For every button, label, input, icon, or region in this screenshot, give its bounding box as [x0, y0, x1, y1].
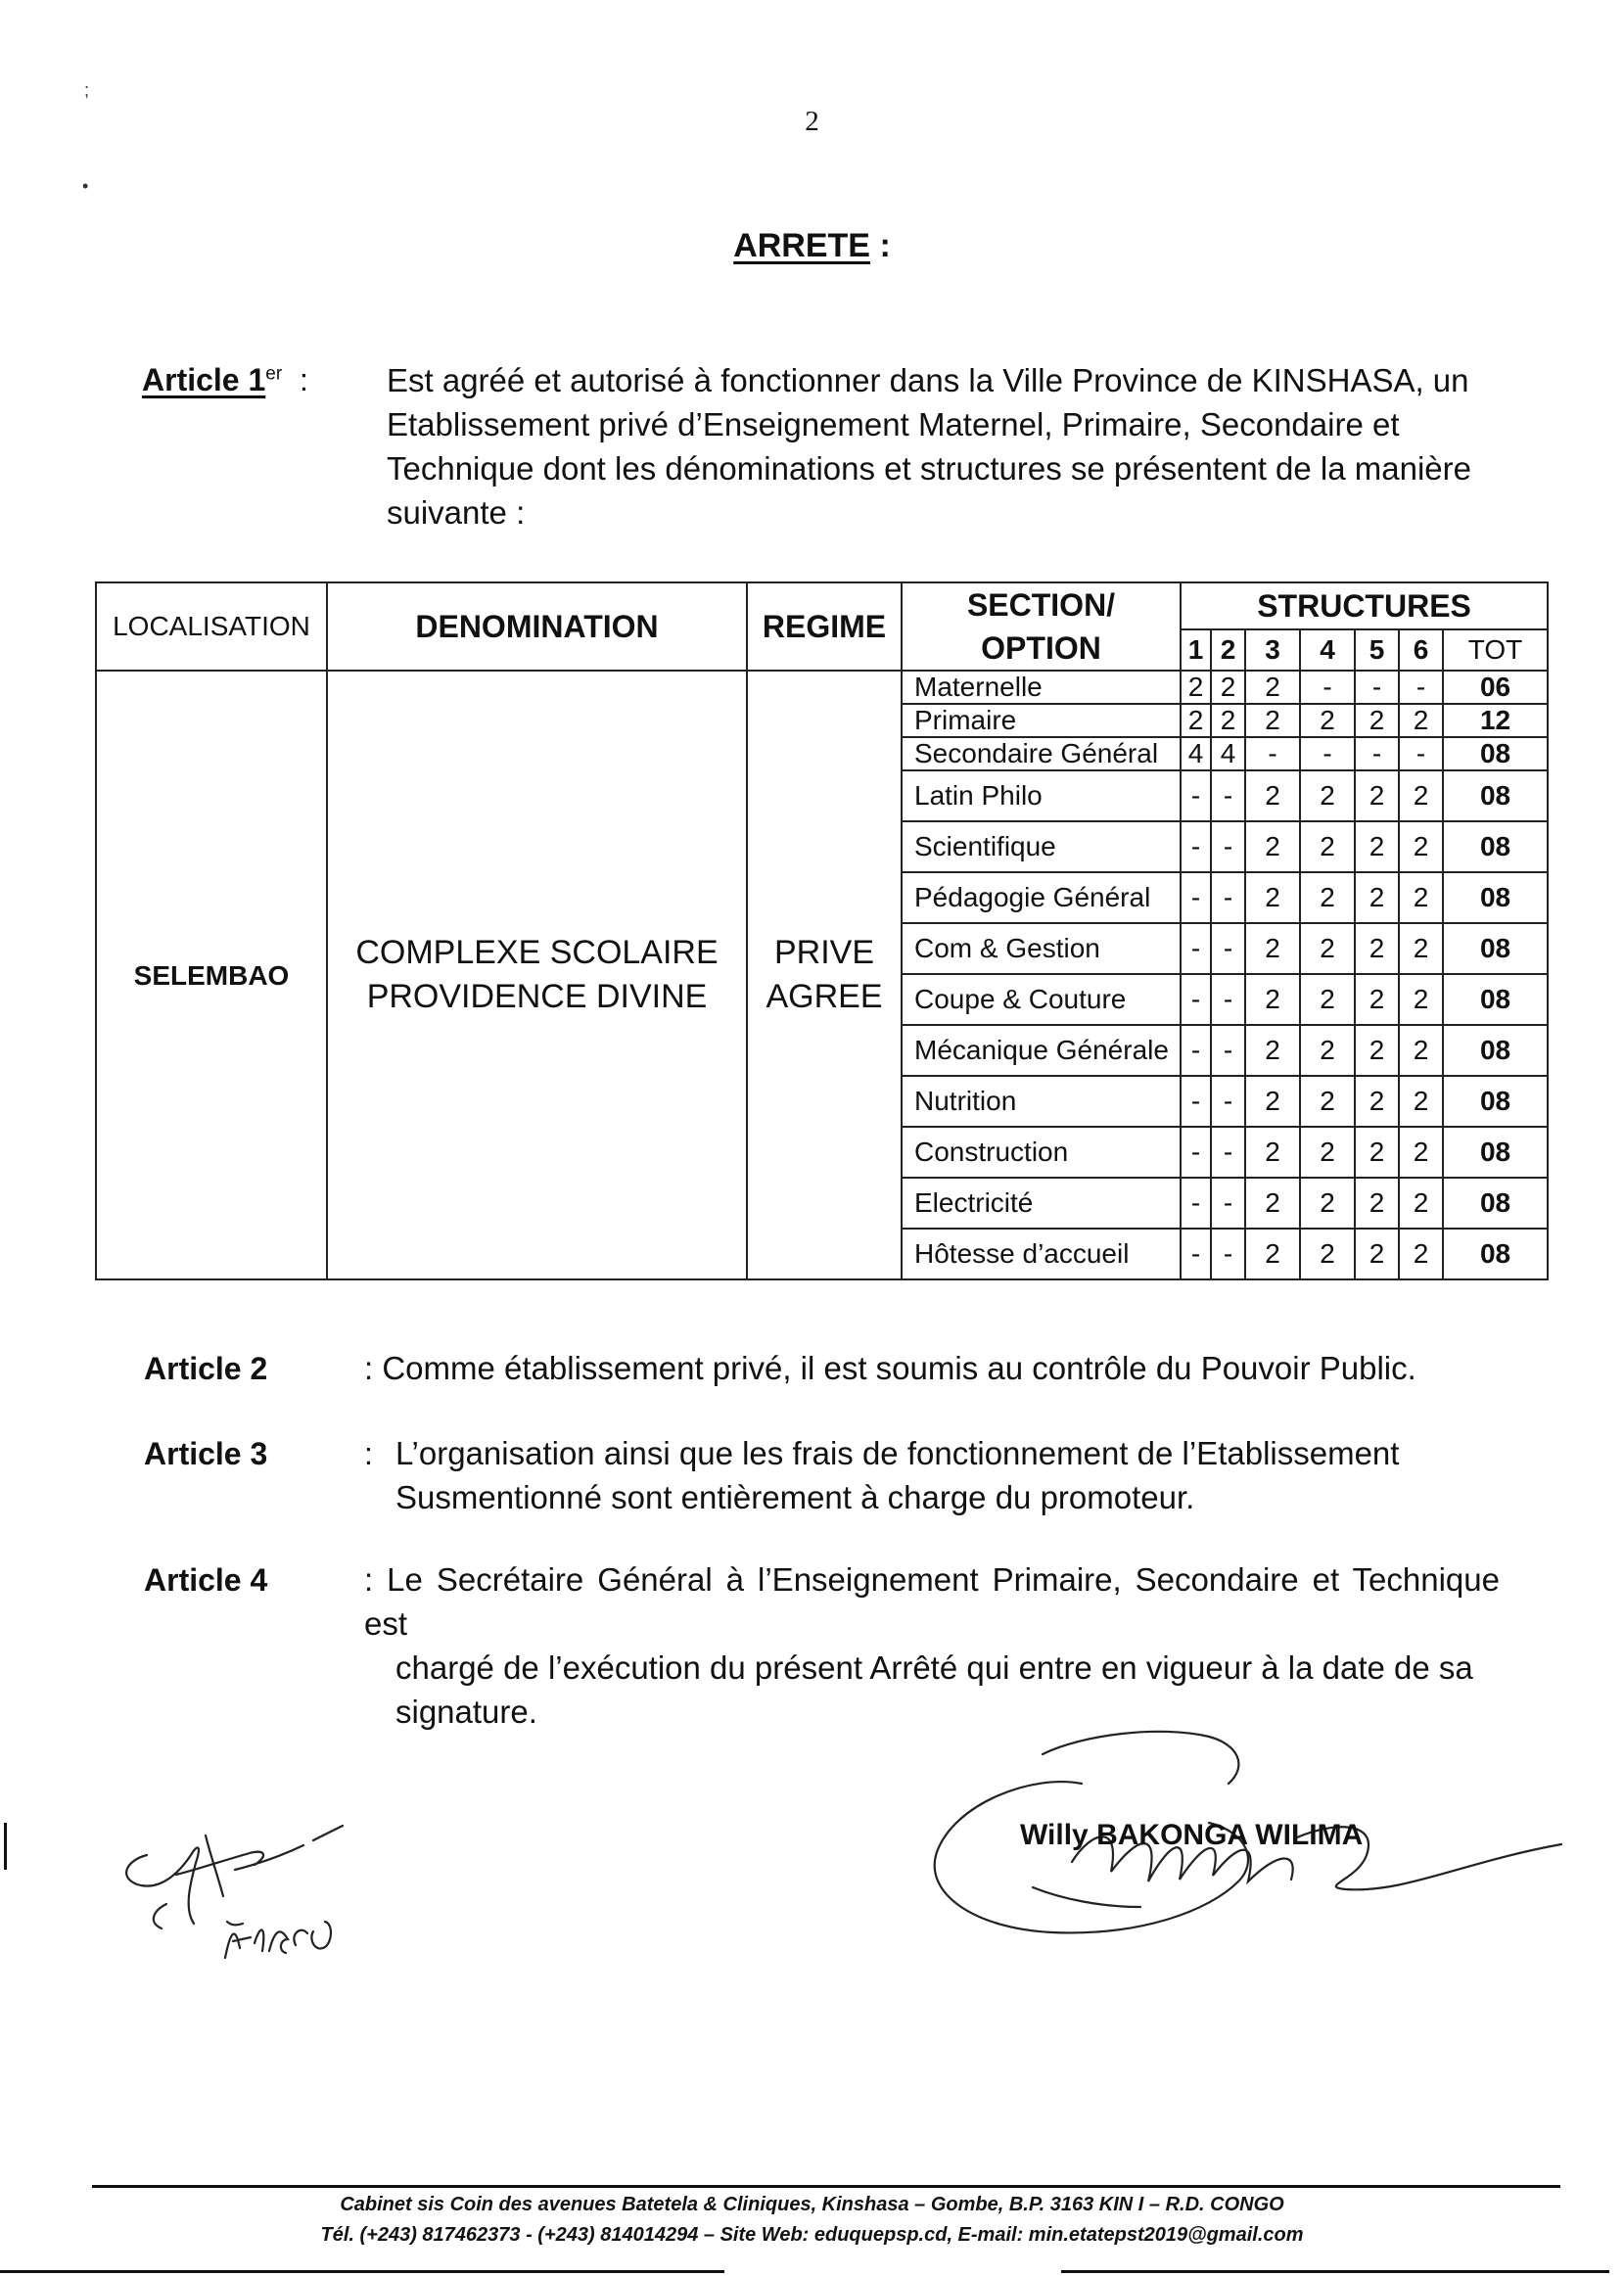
cell-option: Pédagogie Général — [902, 872, 1181, 923]
cell-year-value: - — [1181, 1229, 1211, 1279]
cell-year-value: - — [1181, 872, 1211, 923]
cell-year-value: - — [1181, 770, 1211, 821]
cell-year-value: 2 — [1355, 923, 1399, 974]
cell-denomination: COMPLEXE SCOLAIRE PROVIDENCE DIVINE — [327, 671, 747, 1279]
cell-total: 08 — [1443, 821, 1548, 872]
cell-year-value: 2 — [1245, 1178, 1300, 1229]
footer-rule — [92, 2185, 1560, 2188]
cell-year-value: 2 — [1399, 1229, 1443, 1279]
header-year: 3 — [1245, 629, 1300, 671]
cell-year-value: - — [1211, 1025, 1245, 1076]
article-3-label: Article 3 — [144, 1436, 268, 1471]
cell-year-value: - — [1399, 671, 1443, 704]
cell-regime: PRIVE AGREE — [747, 671, 902, 1279]
article-4-line: : Le Secrétaire Général à l’Enseignement Primaire, Secondaire et Technique est — [364, 1561, 1500, 1642]
cell-year-value: 2 — [1300, 872, 1355, 923]
cell-year-value: - — [1300, 671, 1355, 704]
article-1-body — [387, 358, 1495, 534]
footer-contact: Tél. (+243) 817462373 - (+243) 814014294 – Site Web: eduquepsp.cd, E-mail: min.etatepst2019@gmail.com — [320, 2224, 1304, 2246]
header-denomination: DENOMINATION — [327, 582, 747, 671]
header-structures: STRUCTURES — [1181, 582, 1548, 629]
cell-year-value: 2 — [1355, 1025, 1399, 1076]
article-4-line: chargé de l’exécution du présent Arrêté qui entre en vigueur à la date de sa — [395, 1649, 1473, 1686]
cell-year-value: 2 — [1300, 1178, 1355, 1229]
header-regime: REGIME — [747, 582, 902, 671]
header-section-option — [902, 582, 1181, 671]
article-4-body — [364, 1557, 1500, 1734]
cell-year-value: 2 — [1399, 1178, 1443, 1229]
signatory-name: Willy BAKONGA WILIMA — [1020, 1819, 1364, 1851]
article-3-line: L’organisation ainsi que les frais de fonctionnement de l’Etablissement — [395, 1435, 1400, 1471]
cell-year-value: 2 — [1181, 704, 1211, 737]
cell-year-value: 2 — [1399, 1025, 1443, 1076]
article-3-colon: : — [364, 1436, 373, 1471]
cell-year-value: - — [1355, 671, 1399, 704]
heading-text: ARRETE — [733, 227, 870, 264]
cell-year-value: 2 — [1399, 770, 1443, 821]
article-4-label: Article 4 — [144, 1562, 268, 1598]
cell-year-value: 2 — [1245, 872, 1300, 923]
cell-year-value: 2 — [1399, 1076, 1443, 1127]
cell-year-value: - — [1245, 737, 1300, 770]
cell-total: 08 — [1443, 872, 1548, 923]
cell-total: 08 — [1443, 770, 1548, 821]
cell-year-value: 2 — [1181, 671, 1211, 704]
cell-option: Com & Gestion — [902, 923, 1181, 974]
cell-year-value: 2 — [1300, 770, 1355, 821]
cell-year-value: 2 — [1355, 1229, 1399, 1279]
cell-year-value: 2 — [1399, 872, 1443, 923]
cell-year-value: 2 — [1399, 704, 1443, 737]
cell-total: 08 — [1443, 1229, 1548, 1279]
cell-option: Scientifique — [902, 821, 1181, 872]
table-row — [96, 671, 1548, 704]
cell-year-value: - — [1181, 923, 1211, 974]
header-localisation: LOCALISATION — [96, 582, 327, 671]
cell-year-value: 2 — [1399, 1127, 1443, 1178]
cell-year-value: - — [1211, 821, 1245, 872]
cell-year-value: 2 — [1355, 872, 1399, 923]
cell-year-value: - — [1399, 737, 1443, 770]
margin-mark — [4, 1823, 7, 1870]
cell-year-value: - — [1211, 1229, 1245, 1279]
cell-year-value: 2 — [1355, 1127, 1399, 1178]
cell-year-value: 2 — [1399, 821, 1443, 872]
cell-year-value: - — [1355, 737, 1399, 770]
header-year: 6 — [1399, 629, 1443, 671]
cell-year-value: 2 — [1211, 704, 1245, 737]
article-3-body — [395, 1431, 1500, 1519]
cell-year-value: 2 — [1245, 671, 1300, 704]
cell-total: 08 — [1443, 1127, 1548, 1178]
cell-year-value: 4 — [1211, 737, 1245, 770]
article-1-label-text: Article 1 — [142, 362, 266, 397]
table-header-row — [96, 582, 1548, 629]
cell-year-value: 2 — [1300, 923, 1355, 974]
decree-heading — [0, 227, 1624, 265]
cell-year-value: - — [1211, 974, 1245, 1025]
cell-year-value: 2 — [1300, 704, 1355, 737]
structure-table — [95, 581, 1549, 1280]
cell-year-value: 2 — [1245, 704, 1300, 737]
header-section: SECTION/ — [966, 587, 1116, 623]
header-year: 1 — [1181, 629, 1211, 671]
cell-year-value: 2 — [1245, 974, 1300, 1025]
cell-year-value: 2 — [1245, 1229, 1300, 1279]
article-1-colon: : — [300, 362, 308, 397]
cell-year-value: - — [1181, 1076, 1211, 1127]
cell-year-value: 2 — [1399, 923, 1443, 974]
cell-year-value: 2 — [1245, 1076, 1300, 1127]
cell-total: 08 — [1443, 1076, 1548, 1127]
cell-total: 08 — [1443, 1178, 1548, 1229]
cell-year-value: - — [1300, 737, 1355, 770]
header-option: OPTION — [981, 630, 1101, 666]
cell-option: Construction — [902, 1127, 1181, 1178]
cell-year-value: - — [1211, 770, 1245, 821]
bottom-rule — [0, 2270, 724, 2273]
cell-year-value: 2 — [1300, 1229, 1355, 1279]
cell-year-value: 2 — [1245, 923, 1300, 974]
article-1-line: suivante : — [387, 494, 526, 531]
cell-total: 08 — [1443, 974, 1548, 1025]
heading-colon: : — [879, 227, 891, 264]
cell-year-value: - — [1211, 1127, 1245, 1178]
cell-total: 08 — [1443, 737, 1548, 770]
cell-year-value: - — [1211, 1076, 1245, 1127]
cell-year-value: 2 — [1300, 1127, 1355, 1178]
cell-year-value: 2 — [1355, 704, 1399, 737]
article-1-label — [142, 362, 282, 398]
cell-option: Nutrition — [902, 1076, 1181, 1127]
cell-total: 06 — [1443, 671, 1548, 704]
cell-year-value: 2 — [1245, 821, 1300, 872]
header-year: 5 — [1355, 629, 1399, 671]
page-number: 2 — [805, 106, 819, 137]
cell-total: 08 — [1443, 1025, 1548, 1076]
cell-year-value: 2 — [1355, 1178, 1399, 1229]
article-3-line: Susmentionné sont entièrement à charge du promoteur. — [395, 1479, 1195, 1515]
cell-year-value: - — [1181, 821, 1211, 872]
cell-total: 08 — [1443, 923, 1548, 974]
cell-option: Hôtesse d’accueil — [902, 1229, 1181, 1279]
cell-year-value: 2 — [1355, 770, 1399, 821]
cell-option: Mécanique Générale — [902, 1025, 1181, 1076]
cell-year-value: 2 — [1300, 1025, 1355, 1076]
cell-year-value: 2 — [1211, 671, 1245, 704]
article-1-line: Technique dont les dénominations et structures se présentent de la manière — [387, 450, 1471, 487]
cell-year-value: 2 — [1355, 1076, 1399, 1127]
cell-year-value: 2 — [1245, 1127, 1300, 1178]
article-1-line: Etablissement privé d’Enseignement Maternel, Primaire, Secondaire et — [387, 406, 1400, 442]
cell-year-value: - — [1181, 1178, 1211, 1229]
cell-year-value: 2 — [1399, 974, 1443, 1025]
article-1-sup: er — [265, 363, 283, 385]
handwritten-initials — [108, 1816, 392, 1982]
bottom-rule — [1061, 2270, 1609, 2273]
stray-mark: ; — [84, 80, 90, 100]
article-1-line: Est agréé et autorisé à fonctionner dans la Ville Province de KINSHASA, un — [387, 362, 1469, 398]
article-4-line: signature. — [395, 1694, 537, 1730]
cell-year-value: - — [1211, 872, 1245, 923]
cell-year-value: 4 — [1181, 737, 1211, 770]
cell-year-value: 2 — [1300, 821, 1355, 872]
cell-year-value: 2 — [1245, 1025, 1300, 1076]
article-2-line: : Comme établissement privé, il est soumis au contrôle du Pouvoir Public. — [364, 1350, 1416, 1386]
cell-year-value: 2 — [1355, 974, 1399, 1025]
cell-year-value: 2 — [1355, 821, 1399, 872]
cell-year-value: 2 — [1300, 974, 1355, 1025]
stray-mark: • — [82, 176, 89, 196]
footer-address: Cabinet sis Coin des avenues Batetela & Cliniques, Kinshasa – Gombe, B.P. 3163 KIN I – R.D. CONGO — [340, 2194, 1284, 2215]
cell-year-value: - — [1211, 1178, 1245, 1229]
cell-option: Coupe & Couture — [902, 974, 1181, 1025]
cell-option: Primaire — [902, 704, 1181, 737]
cell-option: Electricité — [902, 1178, 1181, 1229]
cell-year-value: - — [1181, 1127, 1211, 1178]
cell-year-value: 2 — [1245, 770, 1300, 821]
cell-option: Maternelle — [902, 671, 1181, 704]
header-year: 2 — [1211, 629, 1245, 671]
cell-total: 12 — [1443, 704, 1548, 737]
article-2-label: Article 2 — [144, 1351, 268, 1386]
cell-year-value: - — [1211, 923, 1245, 974]
cell-year-value: - — [1181, 1025, 1211, 1076]
cell-localisation: SELEMBAO — [96, 671, 327, 1279]
header-total: TOT — [1443, 629, 1548, 671]
cell-year-value: 2 — [1300, 1076, 1355, 1127]
header-year: 4 — [1300, 629, 1355, 671]
cell-option: Latin Philo — [902, 770, 1181, 821]
cell-year-value: - — [1181, 974, 1211, 1025]
cell-option: Secondaire Général — [902, 737, 1181, 770]
